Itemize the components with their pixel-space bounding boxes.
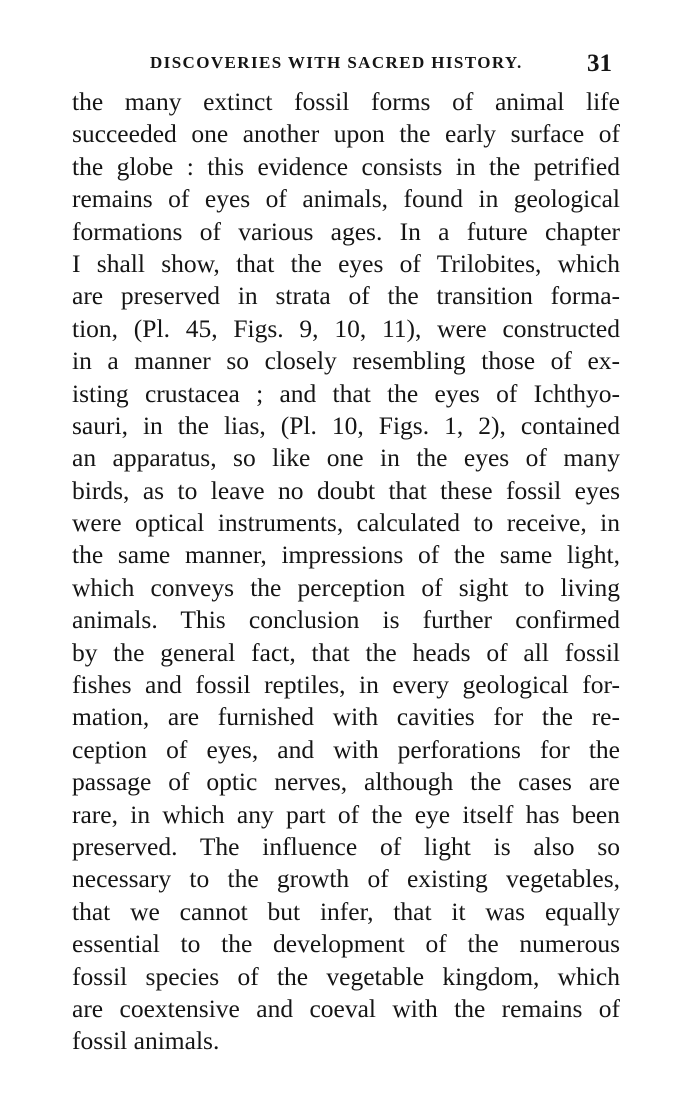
text-line: birds, as to leave no doubt that these fossil eyes	[72, 475, 620, 505]
text-line: are preserved in strata of the transition forma-	[72, 281, 620, 311]
text-line: an apparatus, so like one in the eyes of many	[72, 443, 620, 473]
text-line: passage of optic nerves, although the cases are	[72, 767, 620, 797]
page-number: 31	[587, 50, 612, 77]
text-line: essential to the development of the numerous	[72, 929, 620, 959]
text-line: animals. This conclusion is further confirmed	[72, 605, 620, 635]
text-line: the globe : this evidence consists in the petrified	[72, 151, 620, 181]
text-line: isting crustacea ; and that the eyes of Ichthyo-	[72, 378, 620, 408]
text-line: ception of eyes, and with perforations for the	[72, 734, 620, 764]
text-line: succeeded one another upon the early surface of	[72, 119, 620, 149]
text-line: preserved. The influence of light is also so	[72, 831, 620, 861]
running-head	[150, 50, 620, 80]
text-line: the same manner, impressions of the same light,	[72, 540, 620, 570]
body-text	[72, 86, 620, 1058]
text-line: fossil species of the vegetable kingdom, which	[72, 961, 620, 991]
text-line: in a manner so closely resembling those of ex-	[72, 346, 620, 376]
text-line: tion, (Pl. 45, Figs. 9, 10, 11), were constructed	[72, 313, 620, 343]
text-line: I shall show, that the eyes of Trilobites, which	[72, 248, 620, 278]
running-title: DISCOVERIES WITH SACRED HISTORY.	[150, 53, 523, 72]
text-line: that we cannot but infer, that it was equally	[72, 896, 620, 926]
text-line: were optical instruments, calculated to receive, in	[72, 508, 620, 538]
text-line: the many extinct fossil forms of animal life	[72, 87, 620, 116]
text-line: necessary to the growth of existing vegetables,	[72, 864, 620, 894]
text-line: remains of eyes of animals, found in geological	[72, 184, 620, 214]
text-line: fishes and fossil reptiles, in every geological for-	[72, 670, 620, 700]
text-line: formations of various ages. In a future chapter	[72, 216, 620, 246]
text-line: mation, are furnished with cavities for the re-	[72, 702, 620, 732]
text-line: which conveys the perception of sight to living	[72, 572, 620, 602]
text-line: rare, in which any part of the eye itself has been	[72, 799, 620, 829]
text-line: are coextensive and coeval with the remains of	[72, 993, 620, 1023]
text-line: by the general fact, that the heads of all fossil	[72, 637, 620, 667]
text-line: sauri, in the lias, (Pl. 10, Figs. 1, 2), contained	[72, 410, 620, 440]
text-line: fossil animals.	[72, 1026, 220, 1056]
